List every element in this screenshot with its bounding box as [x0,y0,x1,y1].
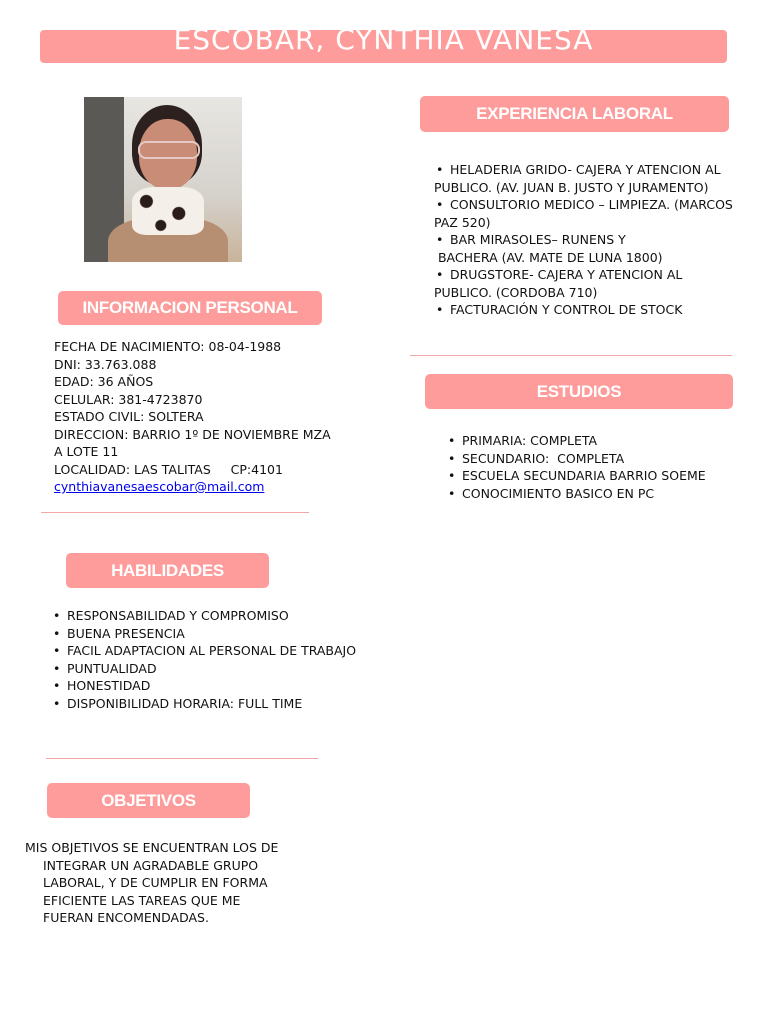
email-link[interactable]: cynthiavanesaescobar@mail.com [54,479,265,494]
list-item-text: PAZ 520) [434,214,491,230]
list-item [51,607,381,625]
estudios-list [446,432,746,502]
list-item [434,196,754,231]
bullet-icon: • [448,433,456,448]
bullet-icon: • [53,608,61,623]
profile-photo [84,97,242,262]
bullet-icon: • [53,660,61,676]
address-line-1: DIRECCION: BARRIO 1º DE NOVIEMBRE MZA [54,426,331,442]
list-item-text: DRUGSTORE- CAJERA Y ATENCION AL [450,267,683,282]
bullet-icon: • [448,450,456,466]
bullet-icon: • [53,625,61,641]
list-item [51,695,381,713]
name-banner [40,23,727,63]
list-item [434,266,754,301]
list-item-text: PUNTUALIDAD [67,660,157,676]
section-header-informacion [58,291,322,325]
candidate-name: ESCOBAR, CYNTHIA VANESA [173,23,594,56]
list-item-text: FACIL ADAPTACION AL PERSONAL DE TRABAJO [67,643,357,658]
objetivos-text [25,839,325,927]
list-item [446,485,746,503]
section-header-habilidades [66,553,269,588]
marital-status: ESTADO CIVIL: SOLTERA [54,409,204,424]
bullet-icon: • [436,267,444,282]
section-header-experiencia [420,96,729,132]
section-title: OBJETIVOS [101,790,196,810]
phone: CELULAR: 381-4723870 [54,391,203,407]
bullet-icon: • [53,695,61,711]
section-title: ESTUDIOS [536,381,622,401]
list-item-text: SECUNDARIO: COMPLETA [462,450,625,466]
list-item [434,301,754,319]
section-title: HABILIDADES [111,560,224,580]
list-item [446,450,746,468]
age: EDAD: 36 AÑOS [54,374,154,389]
list-item-text: CONSULTORIO MEDICO – LIMPIEZA. (MARCOS [450,197,733,212]
list-item-text: PUBLICO. (AV. JUAN B. JUSTO Y JURAMENTO) [434,179,709,195]
birth-date: FECHA DE NACIMIENTO: 08-04-1988 [54,339,282,354]
experiencia-list [434,161,754,319]
list-item-text: PRIMARIA: COMPLETA [462,433,598,448]
list-item-text: PUBLICO. (CORDOBA 710) [434,284,598,300]
section-title: EXPERIENCIA LABORAL [476,104,673,123]
list-item [51,625,381,643]
bullet-icon: • [436,232,444,247]
bullet-icon: • [436,162,444,177]
list-item-text: BUENA PRESENCIA [67,625,185,641]
section-header-estudios [425,374,733,409]
list-item-text: BAR MIRASOLES– RUNENS Y [450,232,626,247]
bullet-icon: • [448,468,456,483]
list-item-text: ESCUELA SECUNDARIA BARRIO SOEME [462,468,706,483]
bullet-icon: • [436,302,444,317]
objetivos-line: INTEGRAR UN AGRADABLE GRUPO [43,857,259,873]
bullet-icon: • [436,197,444,212]
objetivos-line: FUERAN ENCOMENDADAS. [43,910,209,925]
objetivos-line: EFICIENTE LAS TAREAS QUE ME [43,892,241,908]
divider-right [410,355,732,356]
bullet-icon: • [448,485,456,501]
list-item-text: FACTURACIÓN Y CONTROL DE STOCK [450,302,683,317]
divider-left-2 [46,758,318,759]
bullet-icon: • [53,643,61,658]
dni: DNI: 33.763.088 [54,356,157,372]
objetivos-line: LABORAL, Y DE CUMPLIR EN FORMA [43,875,268,890]
objetivos-line: MIS OBJETIVOS SE ENCUENTRAN LOS DE [25,840,279,855]
list-item [51,677,381,695]
section-header-objetivos [47,783,250,818]
list-item-text: BACHERA (AV. MATE DE LUNA 1800) [434,249,663,265]
list-item-text: HONESTIDAD [67,678,151,693]
list-item-text: RESPONSABILIDAD Y COMPROMISO [67,608,289,623]
personal-info [54,338,374,496]
list-item [434,161,754,196]
list-item [51,642,381,660]
list-item-text: HELADERIA GRIDO- CAJERA Y ATENCION AL [450,162,721,177]
section-title: INFORMACION PERSONAL [82,298,298,317]
locality: LOCALIDAD: LAS TALITAS CP:4101 [54,461,283,477]
habilidades-list [51,607,381,712]
list-item [446,432,746,450]
list-item [446,467,746,485]
list-item [51,660,381,678]
address-line-2: A LOTE 11 [54,444,119,459]
bullet-icon: • [53,678,61,693]
list-item-text: CONOCIMIENTO BASICO EN PC [462,485,655,501]
list-item-text: DISPONIBILIDAD HORARIA: FULL TIME [67,695,303,711]
divider-left-1 [41,512,309,513]
list-item [434,231,754,266]
